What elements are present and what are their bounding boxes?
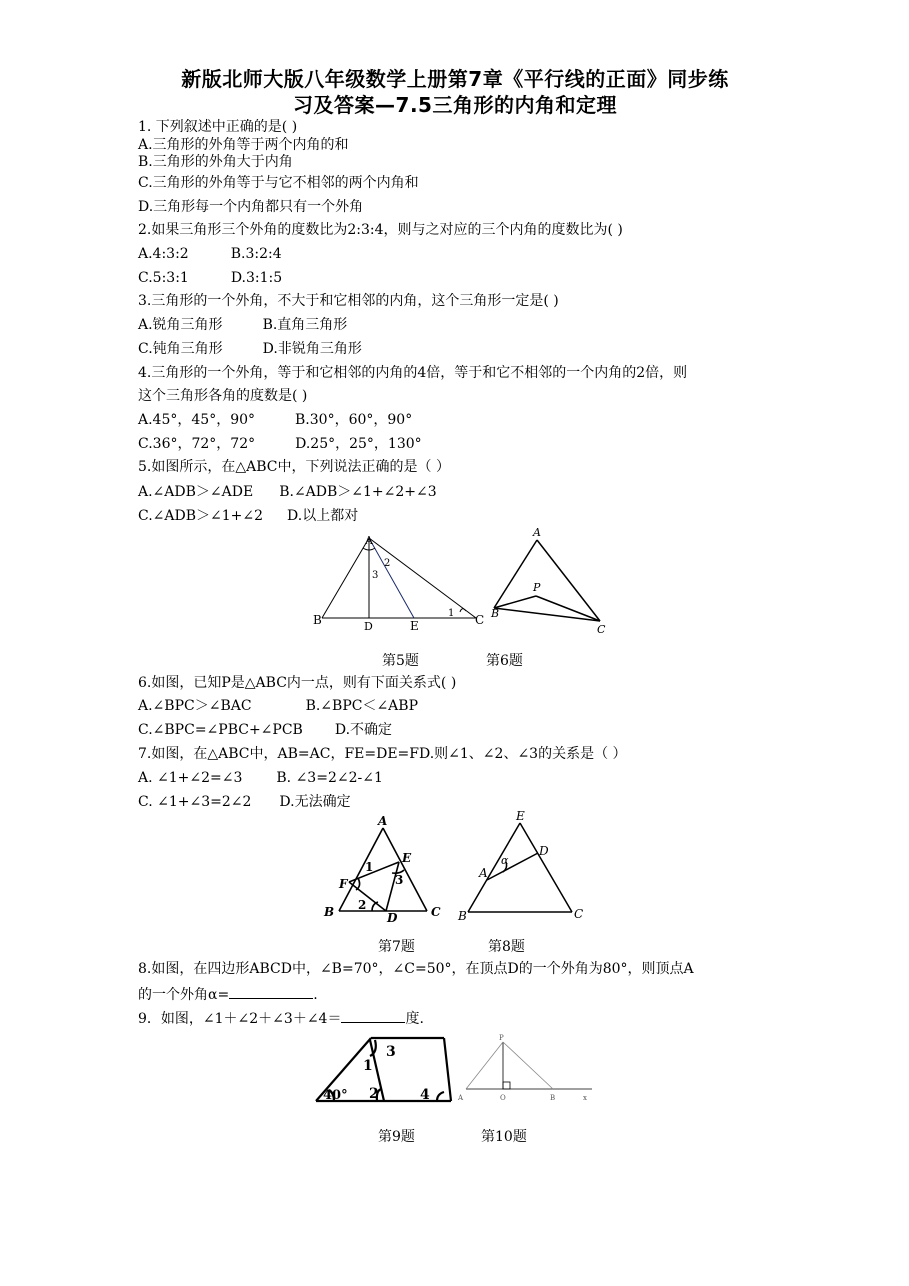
fig10-label-x: x <box>583 1094 587 1102</box>
fig7-label-c: C <box>431 905 441 919</box>
fig7-label-f: F <box>339 877 348 891</box>
fig7-angle-1: 1 <box>365 860 374 874</box>
q5-option-d: D.以上都对 <box>287 508 359 524</box>
fig8-label-e: E <box>516 809 525 823</box>
fig7-label-a: A <box>378 814 388 828</box>
q8-stem-line-1: 8.如图，在四边形ABCD中，∠B=70°，∠C=50°，在顶点D的一个外角为80°，则顶点A <box>138 961 694 977</box>
q8-stem-text: 的一个外角α= <box>138 987 230 1003</box>
q4-stem-line-2: 这个三角形各角的度数是( ) <box>138 388 308 404</box>
q7-option-c: C. ∠1+∠3=2∠2 <box>138 794 252 810</box>
caption-figure-10: 第10题 <box>481 1129 527 1145</box>
fig5-label-e: E <box>410 619 419 633</box>
fig7-label-e: E <box>402 851 412 865</box>
fig10-label-a: A <box>458 1094 464 1102</box>
fig5-angle-3: 3 <box>372 570 379 581</box>
q7-stem: 7.如图，在△ABC中，AB=AC，FE=DE=FD.则∠1、∠2、∠3的关系是（ ） <box>138 746 627 762</box>
q3-option-c: C.钝角三角形 <box>138 341 223 357</box>
q3-option-b: B.直角三角形 <box>262 317 348 333</box>
q3-option-a: A.锐角三角形 <box>138 317 223 333</box>
fig9-angle-4: 4 <box>420 1087 430 1103</box>
caption-figure-6: 第6题 <box>486 653 523 669</box>
document-title-line-1: 新版北师大版八年级数学上册第7章《平行线的正面》同步练 <box>181 67 729 91</box>
q1-option-d: D.三角形每一个内角都只有一个外角 <box>138 199 364 215</box>
q7-option-d: D.无法确定 <box>279 794 351 810</box>
caption-figure-9: 第9题 <box>378 1129 415 1145</box>
caption-figure-7: 第7题 <box>378 939 415 955</box>
fig10-label-b: B <box>550 1094 556 1102</box>
q4-option-d: D.25°，25°，130° <box>295 436 422 452</box>
fig6-label-b: B <box>491 607 500 620</box>
q4-option-c: C.36°，72°，72° <box>138 436 256 452</box>
fig10-label-o: O <box>500 1094 506 1102</box>
fig8-alpha: α <box>501 854 509 867</box>
fig10-label-p: P <box>499 1034 504 1042</box>
fig5-label-d: D <box>364 620 373 633</box>
q5-stem: 5.如图所示，在△ABC中，下列说法正确的是（ ） <box>138 459 450 475</box>
q5-option-b: B.∠ADB＞∠1+∠2+∠3 <box>279 484 437 500</box>
fig7-angle-2: 2 <box>358 898 367 912</box>
fig6-label-p: P <box>533 581 541 594</box>
q6-option-d: D.不确定 <box>334 722 393 738</box>
caption-figure-5: 第5题 <box>382 653 419 669</box>
q1-option-c: C.三角形的外角等于与它不相邻的两个内角和 <box>138 175 419 191</box>
fig8-label-c: C <box>574 907 584 921</box>
q7-option-b: B. ∠3=2∠2-∠1 <box>276 770 383 786</box>
q6-stem: 6.如图，已知P是△ABC内一点，则有下面关系式( ) <box>138 675 457 691</box>
q4-option-b: B.30°，60°，90° <box>295 412 413 428</box>
q3-option-d: D.非锐角三角形 <box>262 341 362 357</box>
q1-option-a: A.三角形的外角等于两个内角的和 <box>138 137 349 153</box>
fig9-angle-2: 2 <box>369 1086 379 1102</box>
q2-stem: 2.如果三角形三个外角的度数比为2:3:4，则与之对应的三个内角的度数比为( ) <box>138 222 623 238</box>
caption-figure-8: 第8题 <box>488 939 525 955</box>
q2-option-c: C.5:3:1 <box>138 270 189 286</box>
document-title-line-2: 习及答案—7.5三角形的内角和定理 <box>293 93 617 117</box>
fig5-label-b: B <box>313 613 322 627</box>
q2-option-b: B.3:2:4 <box>230 246 282 262</box>
q3-stem: 3.三角形的一个外角，不大于和它相邻的内角，这个三角形一定是( ) <box>138 293 559 309</box>
fig7-label-b: B <box>324 905 335 919</box>
q7-option-a: A. ∠1+∠2=∠3 <box>138 770 243 786</box>
q9-unit: 度. <box>405 1011 424 1027</box>
fig5-angle-2: 2 <box>384 558 391 569</box>
q5-option-c: C.∠ADB＞∠1+∠2 <box>138 508 264 524</box>
fig7-label-d: D <box>387 911 398 925</box>
fig6-label-a: A <box>533 526 541 539</box>
q8-stem-line-2: 的一个外角α= . <box>138 984 318 1004</box>
q6-option-c: C.∠BPC=∠PBC+∠PCB <box>138 722 303 738</box>
fig6-label-c: C <box>597 623 606 636</box>
fig5-label-c: C <box>475 613 485 627</box>
q1-stem: 1. 下列叙述中正确的是( ) <box>138 119 298 135</box>
q1-option-b: B.三角形的外角大于内角 <box>138 154 293 170</box>
q4-option-a: A.45°，45°，90° <box>138 412 256 428</box>
fig8-label-b: B <box>458 909 467 923</box>
q2-option-a: A.4:3:2 <box>138 246 189 262</box>
q2-option-d: D.3:1:5 <box>230 270 283 286</box>
q9-stem-text: 9．如图，∠1＋∠2＋∠3＋∠4＝ <box>138 1011 342 1027</box>
fig8-label-a: A <box>479 866 488 880</box>
fig7-angle-3: 3 <box>395 873 404 887</box>
fig5-angle-1: 1 <box>448 608 455 619</box>
fig5-label-a: A <box>365 534 373 547</box>
q4-stem-line-1: 4.三角形的一个外角，等于和它相邻的内角的4倍，等于和它不相邻的一个内角的2倍，则 <box>138 365 688 381</box>
fig8-label-d: D <box>539 844 549 858</box>
fig9-angle-3: 3 <box>386 1044 396 1060</box>
q6-option-a: A.∠BPC＞∠BAC <box>138 698 252 714</box>
q6-option-b: B.∠BPC＜∠ABP <box>305 698 418 714</box>
fig9-angle-40: 40° <box>323 1088 348 1103</box>
fig9-angle-1: 1 <box>363 1058 373 1074</box>
q5-option-a: A.∠ADB＞∠ADE <box>138 484 254 500</box>
